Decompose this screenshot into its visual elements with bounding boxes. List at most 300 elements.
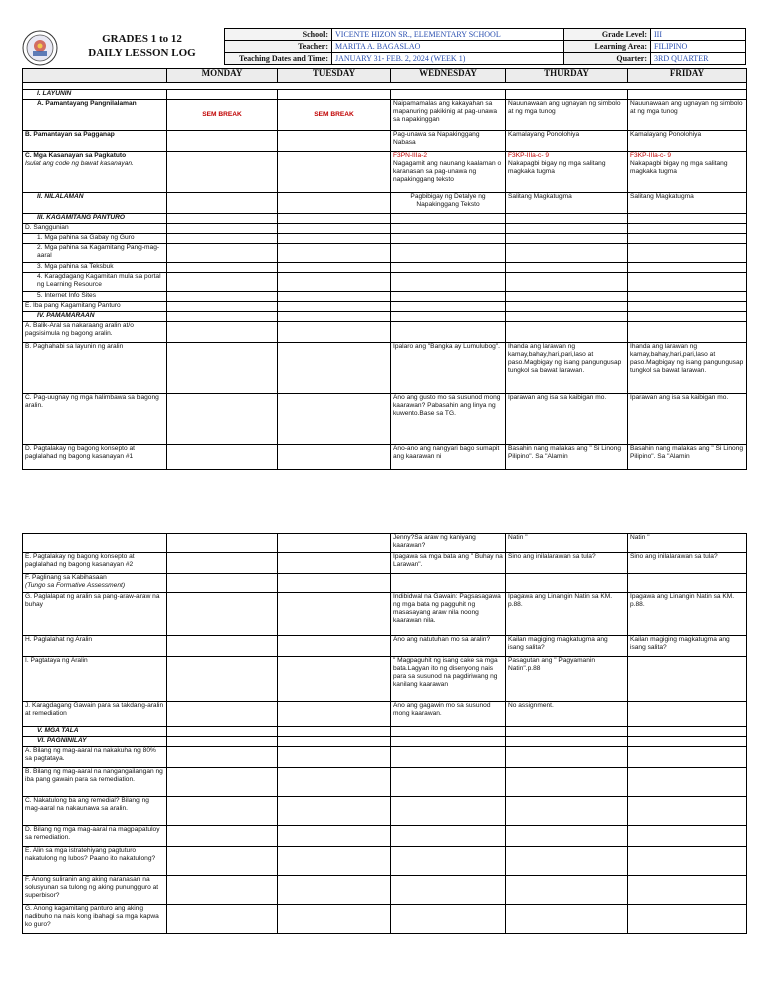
- day-cell: [167, 322, 278, 343]
- day-cell: [167, 847, 278, 876]
- day-cell: [628, 234, 747, 244]
- row-label: [23, 224, 167, 234]
- table-row: [23, 322, 747, 343]
- day-cell: [278, 702, 391, 727]
- table-row: [23, 553, 747, 574]
- day-cell: [506, 244, 628, 263]
- title-line-1: GRADES 1 to 12: [102, 33, 182, 45]
- day-header: MONDAY: [167, 69, 278, 83]
- row-label-text: B. Paghahabi sa layunin ng aralin: [25, 343, 124, 350]
- row-label-text: G. Paglalapat ng aralin sa pang-araw-araw na buhay: [25, 593, 160, 608]
- day-cell: [278, 322, 391, 343]
- table-row: [23, 445, 747, 470]
- day-cell: [167, 727, 278, 737]
- day-cell: [167, 905, 278, 934]
- lesson-table-bottom: [22, 533, 747, 934]
- day-cell: [628, 797, 747, 826]
- day-cell: [506, 574, 628, 593]
- day-cell: [391, 905, 506, 934]
- table-row: [23, 768, 747, 797]
- row-label-text: 2. Mga pahina sa Kagamitang Pang-mag-aaral: [37, 244, 160, 259]
- table-row: [23, 302, 747, 312]
- row-label-text: III. KAGAMITANG PANTURO: [37, 214, 126, 221]
- day-header: WEDNESDAY: [391, 69, 506, 83]
- row-label: [23, 574, 167, 593]
- row-label-sub: Isulat ang code ng bawat kasanayan.: [25, 160, 134, 167]
- table-row: [23, 152, 747, 193]
- dates-label: Teaching Dates and Time:: [225, 53, 332, 65]
- row-label-text: E. Pagtalakay ng bagong konsepto at paglalahad ng bagong kasanayan #2: [25, 553, 135, 568]
- day-cell: [628, 727, 747, 737]
- day-cell: [167, 553, 278, 574]
- day-cell: [167, 90, 278, 100]
- day-cell: [391, 768, 506, 797]
- table-row: [23, 292, 747, 302]
- table-row: [23, 737, 747, 747]
- day-cell: [167, 131, 278, 152]
- row-label-text: C. Nakatulong ba ang remedial? Bilang ng mag-aaral na nakaunawa sa aralin.: [25, 797, 149, 812]
- row-label: [23, 826, 167, 847]
- day-cell: [278, 553, 391, 574]
- day-cell: Indibidwal na Gawain: Pagsasagawa ng mga bata ng pagguhit ng masasayang araw nila noong kaarawan nila.: [391, 593, 506, 636]
- header-info-table: [224, 28, 746, 65]
- row-label: [23, 445, 167, 470]
- day-cell: [278, 445, 391, 470]
- day-cell: [506, 90, 628, 100]
- day-cell: [391, 273, 506, 292]
- grade-label: Grade Level:: [564, 29, 651, 41]
- row-label: [23, 636, 167, 657]
- day-cell: Nauunawaan ang ugnayan ng simbolo at ng mga tunog: [506, 100, 628, 131]
- day-cell: [628, 737, 747, 747]
- day-cell: [278, 292, 391, 302]
- day-cell: Ano ang gusto mo sa susunod mong kaarawan? Pabasahin ang linya ng kuwento.Base sa TG.: [391, 394, 506, 445]
- row-label-text: F. Anong suliranin ang aking naranasan na solusyunan sa tulong ng aking punungguro at superbisor?: [25, 876, 159, 899]
- row-label-text: A. Balik-Aral sa nakaraang aralin at/o pagsisimula ng bagong aralin.: [25, 322, 134, 337]
- day-cell: [167, 343, 278, 394]
- row-label-text: V. MGA TALA: [37, 727, 79, 734]
- day-cell: [167, 797, 278, 826]
- day-cell: Kailan magiging magkatugma ang isang salita?: [628, 636, 747, 657]
- day-cell: [506, 302, 628, 312]
- days-header-blank: [23, 69, 167, 83]
- day-cell: [391, 797, 506, 826]
- day-cell: Sino ang inilalarawan sa tula?: [628, 553, 747, 574]
- day-cell: [391, 152, 506, 193]
- day-cell: [506, 312, 628, 322]
- row-label-text: 3. Mga pahina sa Teksbuk: [37, 263, 114, 270]
- day-cell: Ipagawa ang Linangin Natin sa KM. p.88.: [628, 593, 747, 636]
- row-label: [23, 131, 167, 152]
- table-row: [23, 343, 747, 394]
- day-cell: [278, 312, 391, 322]
- day-cell: [628, 302, 747, 312]
- day-cell: [506, 876, 628, 905]
- day-cell: [391, 322, 506, 343]
- day-cell: [167, 826, 278, 847]
- row-label: [23, 534, 167, 553]
- competency-code: F3KP-IIIa-c- 9: [630, 152, 672, 159]
- day-cell: [278, 302, 391, 312]
- table-row: [23, 826, 747, 847]
- table-row: [23, 747, 747, 768]
- day-cell: [278, 847, 391, 876]
- day-cell: [506, 727, 628, 737]
- day-cell: [628, 747, 747, 768]
- day-cell: [506, 847, 628, 876]
- day-cell: [167, 214, 278, 224]
- day-cell: [278, 394, 391, 445]
- row-label-text: A. Pamantayang Pangnilalaman: [37, 100, 137, 107]
- day-cell: [167, 273, 278, 292]
- day-cell: [167, 193, 278, 214]
- row-label: [23, 343, 167, 394]
- spacer-cell: [23, 83, 747, 90]
- row-label: [23, 553, 167, 574]
- day-cell: [278, 131, 391, 152]
- day-cell: [278, 768, 391, 797]
- day-cell: [278, 224, 391, 234]
- row-label-text: C. Pag-uugnay ng mga halimbawa sa bagong aralin.: [25, 394, 159, 409]
- day-cell: [278, 244, 391, 263]
- table-row: [23, 534, 747, 553]
- day-cell: [278, 193, 391, 214]
- table-row: [23, 100, 747, 131]
- table-row: [23, 244, 747, 263]
- table-row: [23, 727, 747, 737]
- day-cell: [278, 593, 391, 636]
- table-row: [23, 90, 747, 100]
- day-cell: [628, 214, 747, 224]
- day-cell: Ipalaro ang "Bangka ay Lumulubog".: [391, 343, 506, 394]
- day-cell: [278, 797, 391, 826]
- day-cell: [628, 657, 747, 702]
- day-cell: [167, 244, 278, 263]
- table-row: [23, 273, 747, 292]
- day-cell: [628, 90, 747, 100]
- day-cell: [167, 152, 278, 193]
- table-row: [23, 905, 747, 934]
- row-label-text: A. Bilang ng mag-aaral na nakakuha ng 80% sa pagtataya.: [25, 747, 156, 762]
- table-row: [23, 131, 747, 152]
- table-row: [23, 797, 747, 826]
- row-label-text: II. NILALAMAN: [37, 193, 84, 200]
- sem-break-cell: SEM BREAK: [167, 100, 278, 131]
- row-label: [23, 234, 167, 244]
- day-cell: [628, 273, 747, 292]
- day-cell: [628, 292, 747, 302]
- day-cell: [278, 273, 391, 292]
- day-cell: Ano-ano ang nangyari bago sumapit ang kaarawan ni: [391, 445, 506, 470]
- row-label-text: G. Anong kagamitang panturo ang aking nadibuho na nais kong ibahagi sa mga kapwa ko guro?: [25, 905, 159, 928]
- day-cell: [391, 224, 506, 234]
- day-cell: Sino ang inilalarawan sa tula?: [506, 553, 628, 574]
- day-cell: [506, 905, 628, 934]
- day-cell: [278, 90, 391, 100]
- day-cell: [391, 737, 506, 747]
- day-header: TUESDAY: [278, 69, 391, 83]
- row-label: [23, 292, 167, 302]
- day-cell: [167, 302, 278, 312]
- day-cell: [167, 263, 278, 273]
- table-row: [23, 847, 747, 876]
- row-label-text: B. Pamantayan sa Pagganap: [25, 131, 115, 138]
- day-cell: [167, 702, 278, 727]
- table-row: [23, 657, 747, 702]
- day-cell: Kailan magiging magkatugma ang isang salita?: [506, 636, 628, 657]
- day-cell: [628, 702, 747, 727]
- row-label-text: D. Pagtalakay ng bagong konsepto at paglalahad ng bagong kasanayan #1: [25, 445, 135, 460]
- row-label: [23, 727, 167, 737]
- day-cell: [278, 214, 391, 224]
- row-label: [23, 905, 167, 934]
- day-cell: [506, 737, 628, 747]
- day-cell: [391, 234, 506, 244]
- day-cell: [278, 737, 391, 747]
- day-cell: " Magpaguhit ng isang cake sa mga bata.Lagyan ito ng disenyong nais para sa susunod na pagdiriwang ng kanilang kaarawan: [391, 657, 506, 702]
- day-cell: [628, 847, 747, 876]
- day-header: FRIDAY: [628, 69, 747, 83]
- row-label-text: I. LAYUNIN: [37, 90, 72, 97]
- row-label-text: D. Sanggunian: [25, 224, 69, 231]
- day-cell: [278, 534, 391, 553]
- row-label: [23, 747, 167, 768]
- day-cell: [278, 343, 391, 394]
- day-cell: [278, 657, 391, 702]
- day-cell: [628, 312, 747, 322]
- day-cell: [167, 747, 278, 768]
- day-cell: [628, 224, 747, 234]
- school-label: School:: [225, 29, 332, 41]
- day-cell: [167, 312, 278, 322]
- competency-code: F3KP-IIIa-c- 9: [508, 152, 550, 159]
- day-cell: Jenny?Sa araw ng kaniyang kaarawan?: [391, 534, 506, 553]
- day-cell: [506, 826, 628, 847]
- quarter-value: 3RD QUARTER: [651, 53, 746, 65]
- day-cell: Natin ": [506, 534, 628, 553]
- day-cell: [278, 727, 391, 737]
- day-cell: [278, 152, 391, 193]
- day-cell: Pagbibigay ng Detalye ng Napakinggang Teksto: [391, 193, 506, 214]
- day-cell: [167, 574, 278, 593]
- document-title: [62, 28, 222, 70]
- table-row: [23, 394, 747, 445]
- row-label: [23, 263, 167, 273]
- row-label-text: B. Bilang ng mag-aaral na nangangailangan ng iba pang gawain para sa remediation.: [25, 768, 163, 783]
- sem-break-cell: SEM BREAK: [278, 100, 391, 131]
- day-cell: [391, 312, 506, 322]
- row-label-text: D. Bilang ng mga mag-aaral na magpapatuloy sa remediation.: [25, 826, 160, 841]
- table-row: [23, 593, 747, 636]
- row-label: [23, 244, 167, 263]
- day-cell: [506, 263, 628, 273]
- day-cell: [628, 574, 747, 593]
- day-cell: Pasagutan ang " Pagyamanin Natin".p.88: [506, 657, 628, 702]
- row-label: [23, 302, 167, 312]
- day-cell: [278, 747, 391, 768]
- row-label: [23, 100, 167, 131]
- day-cell: Ihanda ang larawan ng kamay,bahay,hari,pari,laso at paso.Magbigay ng isang pangungusap tungkol sa bawat larawan.: [506, 343, 628, 394]
- row-label: [23, 193, 167, 214]
- day-cell: Nauunawaan ang ugnayan ng simbolo at ng mga tunog: [628, 100, 747, 131]
- day-cell: [278, 876, 391, 905]
- day-cell: [628, 152, 747, 193]
- competency-text: Nakapagbi bigay ng mga salitang magkaka tugma: [508, 160, 606, 175]
- competency-text: Nakapagbi bigay ng mga salitang magkaka tugma: [630, 160, 728, 175]
- competency-code: F3PN-IIIa-2: [393, 152, 428, 159]
- day-cell: [506, 292, 628, 302]
- row-label-text: VI. PAGNINILAY: [37, 737, 87, 744]
- day-cell: [278, 826, 391, 847]
- row-label-text: H. Paglalahat ng Aralin: [25, 636, 93, 643]
- row-label: [23, 876, 167, 905]
- row-label: [23, 657, 167, 702]
- day-cell: [628, 322, 747, 343]
- day-cell: Salitang Magkatugma: [628, 193, 747, 214]
- table-row: [23, 702, 747, 727]
- day-cell: [167, 657, 278, 702]
- day-cell: [391, 263, 506, 273]
- days-header-row: [23, 69, 747, 83]
- row-label-text: I. Pagtataya ng Aralin: [25, 657, 88, 664]
- day-cell: [628, 244, 747, 263]
- table-row: [23, 193, 747, 214]
- dates-value: JANUARY 31- FEB. 2, 2024 (WEEK 1): [332, 53, 564, 65]
- table-row: [23, 263, 747, 273]
- area-label: Learning Area:: [564, 41, 651, 53]
- table-row: [23, 636, 747, 657]
- table-row: [23, 214, 747, 224]
- row-label: [23, 847, 167, 876]
- day-cell: Ipagawa sa mga bata ang " Buhay na Larawan".: [391, 553, 506, 574]
- day-cell: Salitang Magkatugma: [506, 193, 628, 214]
- row-label: [23, 797, 167, 826]
- school-value: VICENTE HIZON SR., ELEMENTARY SCHOOL: [332, 29, 564, 41]
- day-cell: [506, 747, 628, 768]
- day-cell: [167, 737, 278, 747]
- day-cell: [391, 244, 506, 263]
- row-label: [23, 322, 167, 343]
- row-label-text: IV. PAMAMARAAN: [37, 312, 95, 319]
- day-cell: No assignment.: [506, 702, 628, 727]
- day-cell: [506, 797, 628, 826]
- day-cell: [391, 847, 506, 876]
- day-cell: [628, 768, 747, 797]
- day-cell: [506, 214, 628, 224]
- row-label-text: 4. Karagdagang Kagamitan mula sa portal ng Learning Resource: [37, 273, 161, 288]
- row-label-text: F. Paglinang sa Kabihasaan: [25, 574, 107, 581]
- lesson-table-top: [22, 68, 747, 470]
- day-cell: [506, 152, 628, 193]
- row-label: [23, 90, 167, 100]
- day-cell: Ipagawa ang Linangin Natin sa KM. p.88.: [506, 593, 628, 636]
- spacer-row: [23, 83, 747, 90]
- day-cell: [391, 727, 506, 737]
- day-cell: [167, 534, 278, 553]
- day-cell: [391, 574, 506, 593]
- day-cell: [167, 234, 278, 244]
- day-cell: Basahin nang malakas ang " Si Linong Pilipino". Sa "Alamin: [506, 445, 628, 470]
- day-cell: [391, 876, 506, 905]
- day-cell: [628, 905, 747, 934]
- table-row: [23, 234, 747, 244]
- day-cell: [506, 322, 628, 343]
- grade-value: III: [651, 29, 746, 41]
- day-cell: Iparawan ang isa sa kaibigan mo.: [628, 394, 747, 445]
- day-header: THURDAY: [506, 69, 628, 83]
- row-label: [23, 273, 167, 292]
- row-label: [23, 768, 167, 797]
- row-label-text: J. Karagdagang Gawain para sa takdang-aralin at remediation: [25, 702, 164, 717]
- row-label-text: E. Iba pang Kagamitang Panturo: [25, 302, 121, 309]
- day-cell: [278, 263, 391, 273]
- day-cell: Iparawan ang isa sa kaibigan mo.: [506, 394, 628, 445]
- row-label-text: E. Alin sa mga istratehiyang pagtuturo nakatulong ng lubos? Paano ito nakatulong?: [25, 847, 156, 862]
- day-cell: [167, 224, 278, 234]
- day-cell: [167, 292, 278, 302]
- document-header: [22, 28, 746, 66]
- day-cell: [391, 747, 506, 768]
- quarter-label: Quarter:: [564, 53, 651, 65]
- day-cell: [167, 768, 278, 797]
- row-label-sub: (Tungo sa Formative Assessment): [25, 582, 126, 589]
- teacher-label: Teacher:: [225, 41, 332, 53]
- day-cell: Natin ": [628, 534, 747, 553]
- day-cell: Naipamamalas ang kakayahan sa mapanuring pakikinig at pag-unawa sa napakinggan: [391, 100, 506, 131]
- title-line-2: DAILY LESSON LOG: [88, 47, 196, 59]
- table-row: [23, 312, 747, 322]
- day-cell: [506, 768, 628, 797]
- day-cell: Basahin nang malakas ang " Si Linong Pilipino". Sa "Alamin: [628, 445, 747, 470]
- row-label: [23, 737, 167, 747]
- day-cell: Ano ang natutuhan mo sa aralin?: [391, 636, 506, 657]
- row-label-text: 1. Mga pahina sa Gabay ng Guro: [37, 234, 135, 241]
- row-label: [23, 214, 167, 224]
- area-value: FILIPINO: [651, 41, 746, 53]
- day-cell: Pag-unawa sa Napakinggang Nabasa: [391, 131, 506, 152]
- day-cell: Kamalayang Ponolohiya: [506, 131, 628, 152]
- day-cell: Ihanda ang larawan ng kamay,bahay,hari,pari,laso at paso.Magbigay ng isang pangungusap tungkol sa bawat larawan.: [628, 343, 747, 394]
- day-cell: [278, 574, 391, 593]
- row-label: [23, 593, 167, 636]
- row-label-text: C. Mga Kasanayan sa Pagkatuto: [25, 152, 127, 159]
- day-cell: [391, 302, 506, 312]
- row-label: [23, 702, 167, 727]
- row-label: [23, 312, 167, 322]
- day-cell: [391, 826, 506, 847]
- day-cell: [391, 90, 506, 100]
- day-cell: Ano ang gagawin mo sa susunod mong kaarawan.: [391, 702, 506, 727]
- table-row: [23, 876, 747, 905]
- day-cell: [506, 234, 628, 244]
- day-cell: [628, 876, 747, 905]
- day-cell: [278, 234, 391, 244]
- day-cell: [628, 263, 747, 273]
- day-cell: [628, 826, 747, 847]
- day-cell: [278, 905, 391, 934]
- row-label: [23, 394, 167, 445]
- day-cell: [391, 214, 506, 224]
- day-cell: [167, 636, 278, 657]
- day-cell: [391, 292, 506, 302]
- day-cell: [506, 273, 628, 292]
- table-row: [23, 574, 747, 593]
- day-cell: Kamalayang Ponolohiya: [628, 131, 747, 152]
- deped-seal-icon: [22, 30, 58, 66]
- day-cell: [167, 394, 278, 445]
- teacher-value: MARITA A. BAGASLAO: [332, 41, 564, 53]
- day-cell: [506, 224, 628, 234]
